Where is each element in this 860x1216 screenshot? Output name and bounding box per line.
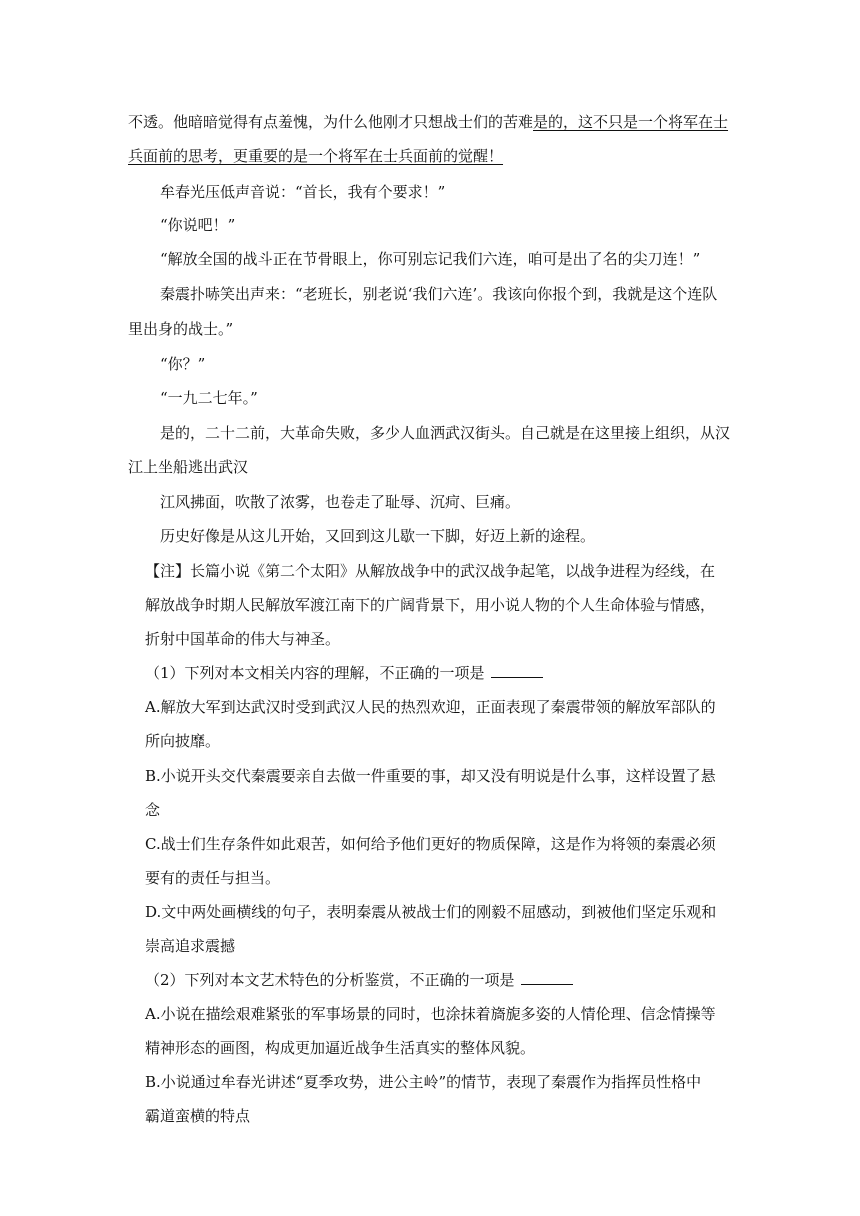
paragraph: “解放全国的战斗正在节骨眼上，你可别忘记我们六连，咱可是出了名的尖刀连！”: [160, 250, 701, 268]
paragraph-continuation: 江上坐船逃出武汉: [128, 458, 249, 476]
paragraph: 牟春光压低声音说：“首长，我有个要求！”: [160, 183, 446, 201]
underlined-sentence: 兵面前的思考，更重要的是一个将军在士兵面前的觉醒！: [128, 147, 504, 165]
paragraph: “你说吧！”: [160, 216, 236, 234]
paragraph-continuation: 里出身的战士。”: [128, 320, 234, 338]
paragraph: “你？”: [160, 355, 206, 373]
question-2: [145, 970, 573, 990]
option-b-continuation: 霸道蛮横的特点: [145, 1107, 251, 1125]
paragraph: 江风拂面，吹散了浓雾，也卷走了耻辱、沉疴、巨痛。: [160, 493, 521, 511]
option-a: A.小说在描绘艰难紧张的军事场景的同时，也涂抹着旖旎多姿的人情伦理、信念情操等: [145, 1005, 716, 1023]
text-span: 不透。他暗暗觉得有点羞愧，为什么他刚才只想战士们的苦难: [128, 113, 534, 131]
paragraph: 历史好像是从这儿开始，又回到这儿歇一下脚，好迈上新的途程。: [160, 527, 596, 545]
option-b-continuation: 念: [145, 801, 161, 819]
underlined-sentence: 是的，这不只是一个将军在士: [533, 113, 729, 131]
answer-blank: [521, 970, 573, 985]
paragraph: “一九二七年。”: [160, 389, 258, 407]
note: 解放战争时期人民解放军渡江南下的广阔背景下，用小说人物的个人生命体验与情感，: [145, 596, 716, 614]
option-a: A.解放大军到达武汉时受到武汉人民的热烈欢迎，正面表现了秦震带领的解放军部队的: [145, 698, 716, 716]
option-b: B.小说开头交代秦震要亲自去做一件重要的事，却又没有明说是什么事，这样设置了悬: [145, 767, 716, 785]
note: 【注】长篇小说《第二个太阳》从解放战争中的武汉战争起笔，以战争进程为经线，在: [145, 562, 716, 580]
option-b: B.小说通过牟春光讲述“夏季攻势，进公主岭”的情节，表现了秦震作为指挥员性格中: [145, 1073, 702, 1091]
option-d-continuation: 崇高追求震撼: [145, 937, 236, 955]
note: 折射中国革命的伟大与神圣。: [145, 630, 341, 648]
option-d: D.文中两处画横线的句子，表明秦震从被战士们的刚毅不屈感动，到被他们坚定乐观和: [145, 903, 717, 921]
option-c-continuation: 要有的责任与担当。: [145, 869, 281, 887]
paragraph: 秦震扑哧笑出声来：“老班长，别老说‘我们六连’。我该向你报个到，我就是这个连队: [160, 285, 718, 303]
paragraph: 是的，二十二前，大革命失败，多少人血洒武汉街头。自己就是在这里接上组织，从汉: [160, 424, 731, 442]
question-text: （1）下列对本文相关内容的理解，不正确的一项是: [145, 664, 485, 682]
question-text: （2）下列对本文艺术特色的分析鉴赏，不正确的一项是: [145, 971, 515, 989]
option-a-continuation: 精神形态的画图，构成更加逼近战争生活真实的整体风貌。: [145, 1039, 536, 1057]
answer-blank: [491, 663, 543, 678]
option-c: C.战士们生存条件如此艰苦，如何给予他们更好的物质保障，这是作为将领的秦震必须: [145, 835, 716, 853]
question-1: [145, 663, 543, 683]
text-line: [128, 112, 728, 132]
option-a-continuation: 所向披靡。: [145, 732, 221, 750]
